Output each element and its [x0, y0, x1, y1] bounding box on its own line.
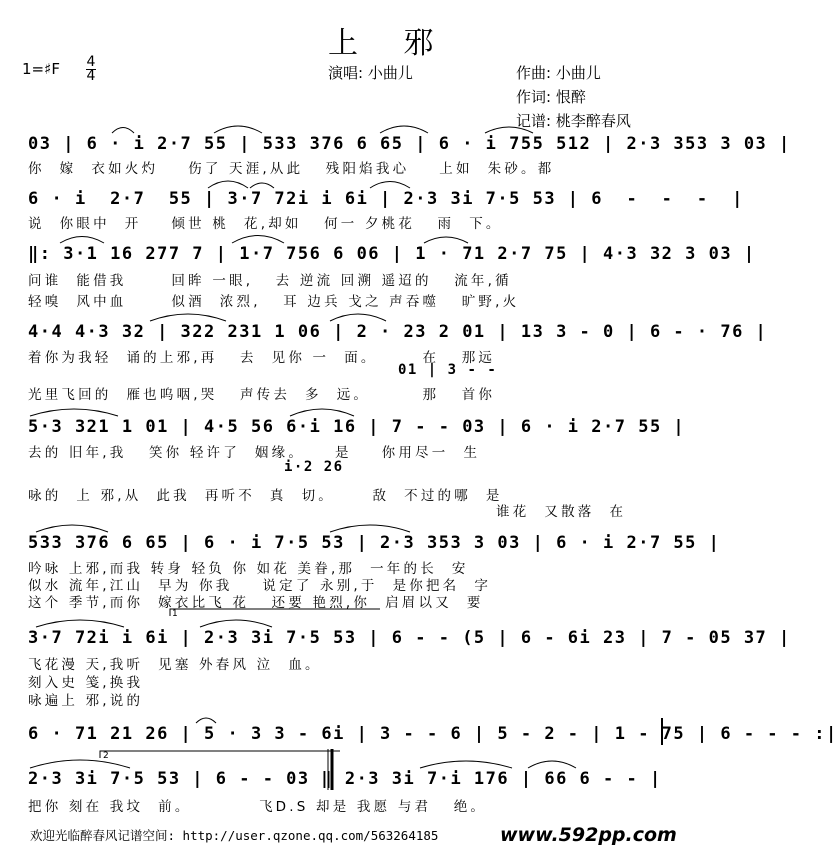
song-title: 上 邪 [328, 26, 452, 61]
time-signature [86, 56, 96, 83]
score-line-3-notes: ‖: 3·1 16 277 7 | 1·7 756 6 06 | 1 · 71 2·7 75 | 4·3 32 3 03 | [28, 244, 756, 264]
meter-bottom: 4 [86, 68, 96, 84]
score-line-7-lyric: 咏的 上 邪,从 此我 再听不 真 切。 敌 不过的哪 是 [28, 488, 503, 504]
score-line-2-notes: 6 · i 2·7 55 | 3·7 72i i 6i | 2·3 3i 7·5 53 | 6 - - - | [28, 189, 744, 209]
score-line-9-lyric-b: 刻入史 笺,换我 [28, 675, 144, 691]
score-line-1-lyric: 你 嫁 衣如火灼 伤了 天涯,从此 残阳焰我心 上如 朱砂。都 [28, 161, 555, 177]
score-line-4-notes: 4·4 4·3 32 | 322 231 1 06 | 2 · 23 2 01 | 13 3 - 0 | 6 - · 76 | [28, 322, 768, 342]
score-line-5-notes: 01 | 3 - - [398, 362, 498, 378]
score-line-4-lyric: 着你为我轻 诵的上邪,再 去 见你 一 面。 在 那远 [28, 350, 496, 366]
lyricist-credit: 作词: 恨醉 [516, 88, 586, 106]
score-line-8-notes: 533 376 6 65 | 6 · i 7·5 53 | 2·3 353 3 03 | 6 · i 2·7 55 | [28, 533, 721, 553]
score-line-7-extra: 谁花 又散落 在 [496, 504, 627, 520]
score-line-9-lyric-c: 咏遍上 邪,说的 [28, 693, 144, 709]
score-line-10-notes: 6 · 71 21 26 | 5 · 3 3 - 6i | 3 - - 6 | 5 - 2 - | 1 - 75 | 6 - - - :| [28, 724, 838, 744]
score-line-6-lyric: 去的 旧年,我 笑你 轻许了 姻缘。 是 你用尽一 生 [28, 445, 481, 461]
score-line-8-lyric-c: 这个 季节,而你 嫁衣比飞 花 还要 艳烈,你 启眉以又 要 [28, 595, 484, 611]
score-line-2-lyric: 说 你眼中 开 倾世 桃 花,却如 何一 夕桃花 雨 下。 [28, 216, 503, 232]
transcriber-credit: 记谱: 桃李醉春风 [516, 112, 631, 130]
score-line-3-lyric-a: 问谁 能借我 回眸 一眼, 去 逆流 回溯 遥迢的 流年,循 [28, 273, 512, 289]
score-line-9-lyric-a: 飞花漫 天,我听 见塞 外春风 泣 血。 [28, 657, 322, 673]
score-line-11-lyric: 把你 刻在 我坟 前。 飞D.S 却是 我愿 与君 绝。 [28, 799, 488, 815]
footer-text: 欢迎光临醉春风记谱空间: http://user.qzone.qq.com/563264185 [30, 828, 439, 843]
composer-credit: 作曲: 小曲儿 [516, 64, 601, 82]
singer-credit: 演唱: 小曲儿 [328, 64, 413, 82]
score-line-11-notes: 2·3 3i 7·5 53 | 6 - - 03 ‖ 2·3 3i 7·i 176 | 66 6 - - | [28, 769, 662, 789]
watermark: www.592pp.com [500, 824, 677, 846]
score-line-5-lyric: 光里飞回的 雁也呜咽,哭 声传去 多 远。 那 首你 [28, 387, 496, 403]
score-line-8-lyric-a: 吟咏 上邪,而我 转身 轻负 你 如花 美眷,那 一年的长 安 [28, 561, 469, 577]
score-line-1-notes: 03 | 6 · i 2·7 55 | 533 376 6 65 | 6 · i 755 512 | 2·3 353 3 03 | [28, 134, 791, 154]
score-line-6-notes: 5·3 321 1 01 | 4·5 56 6·i 16 | 7 - - 03 | 6 · i 2·7 55 | [28, 417, 686, 437]
score-line-7-notes: i·2 26 [284, 459, 344, 475]
score-line-9-notes: 3·7 72i i 6i | 2·3 3i 7·5 53 | 6 - - (5 | 6 - 6i 23 | 7 - 05 37 | [28, 628, 791, 648]
score-line-3-lyric-b: 轻嗅 风中血 似酒 浓烈, 耳 边兵 戈之 声吞噬 旷野,火 [28, 294, 520, 310]
volta-1-label: 1 [172, 609, 178, 619]
score-line-8-lyric-b: 似水 流年,江山 早为 你我 说定了 永别,于 是你把名 字 [28, 578, 492, 594]
key-signature: 1=♯F [22, 60, 60, 78]
volta-2-label: 2 [103, 751, 109, 761]
meter-top: 4 [86, 54, 96, 70]
